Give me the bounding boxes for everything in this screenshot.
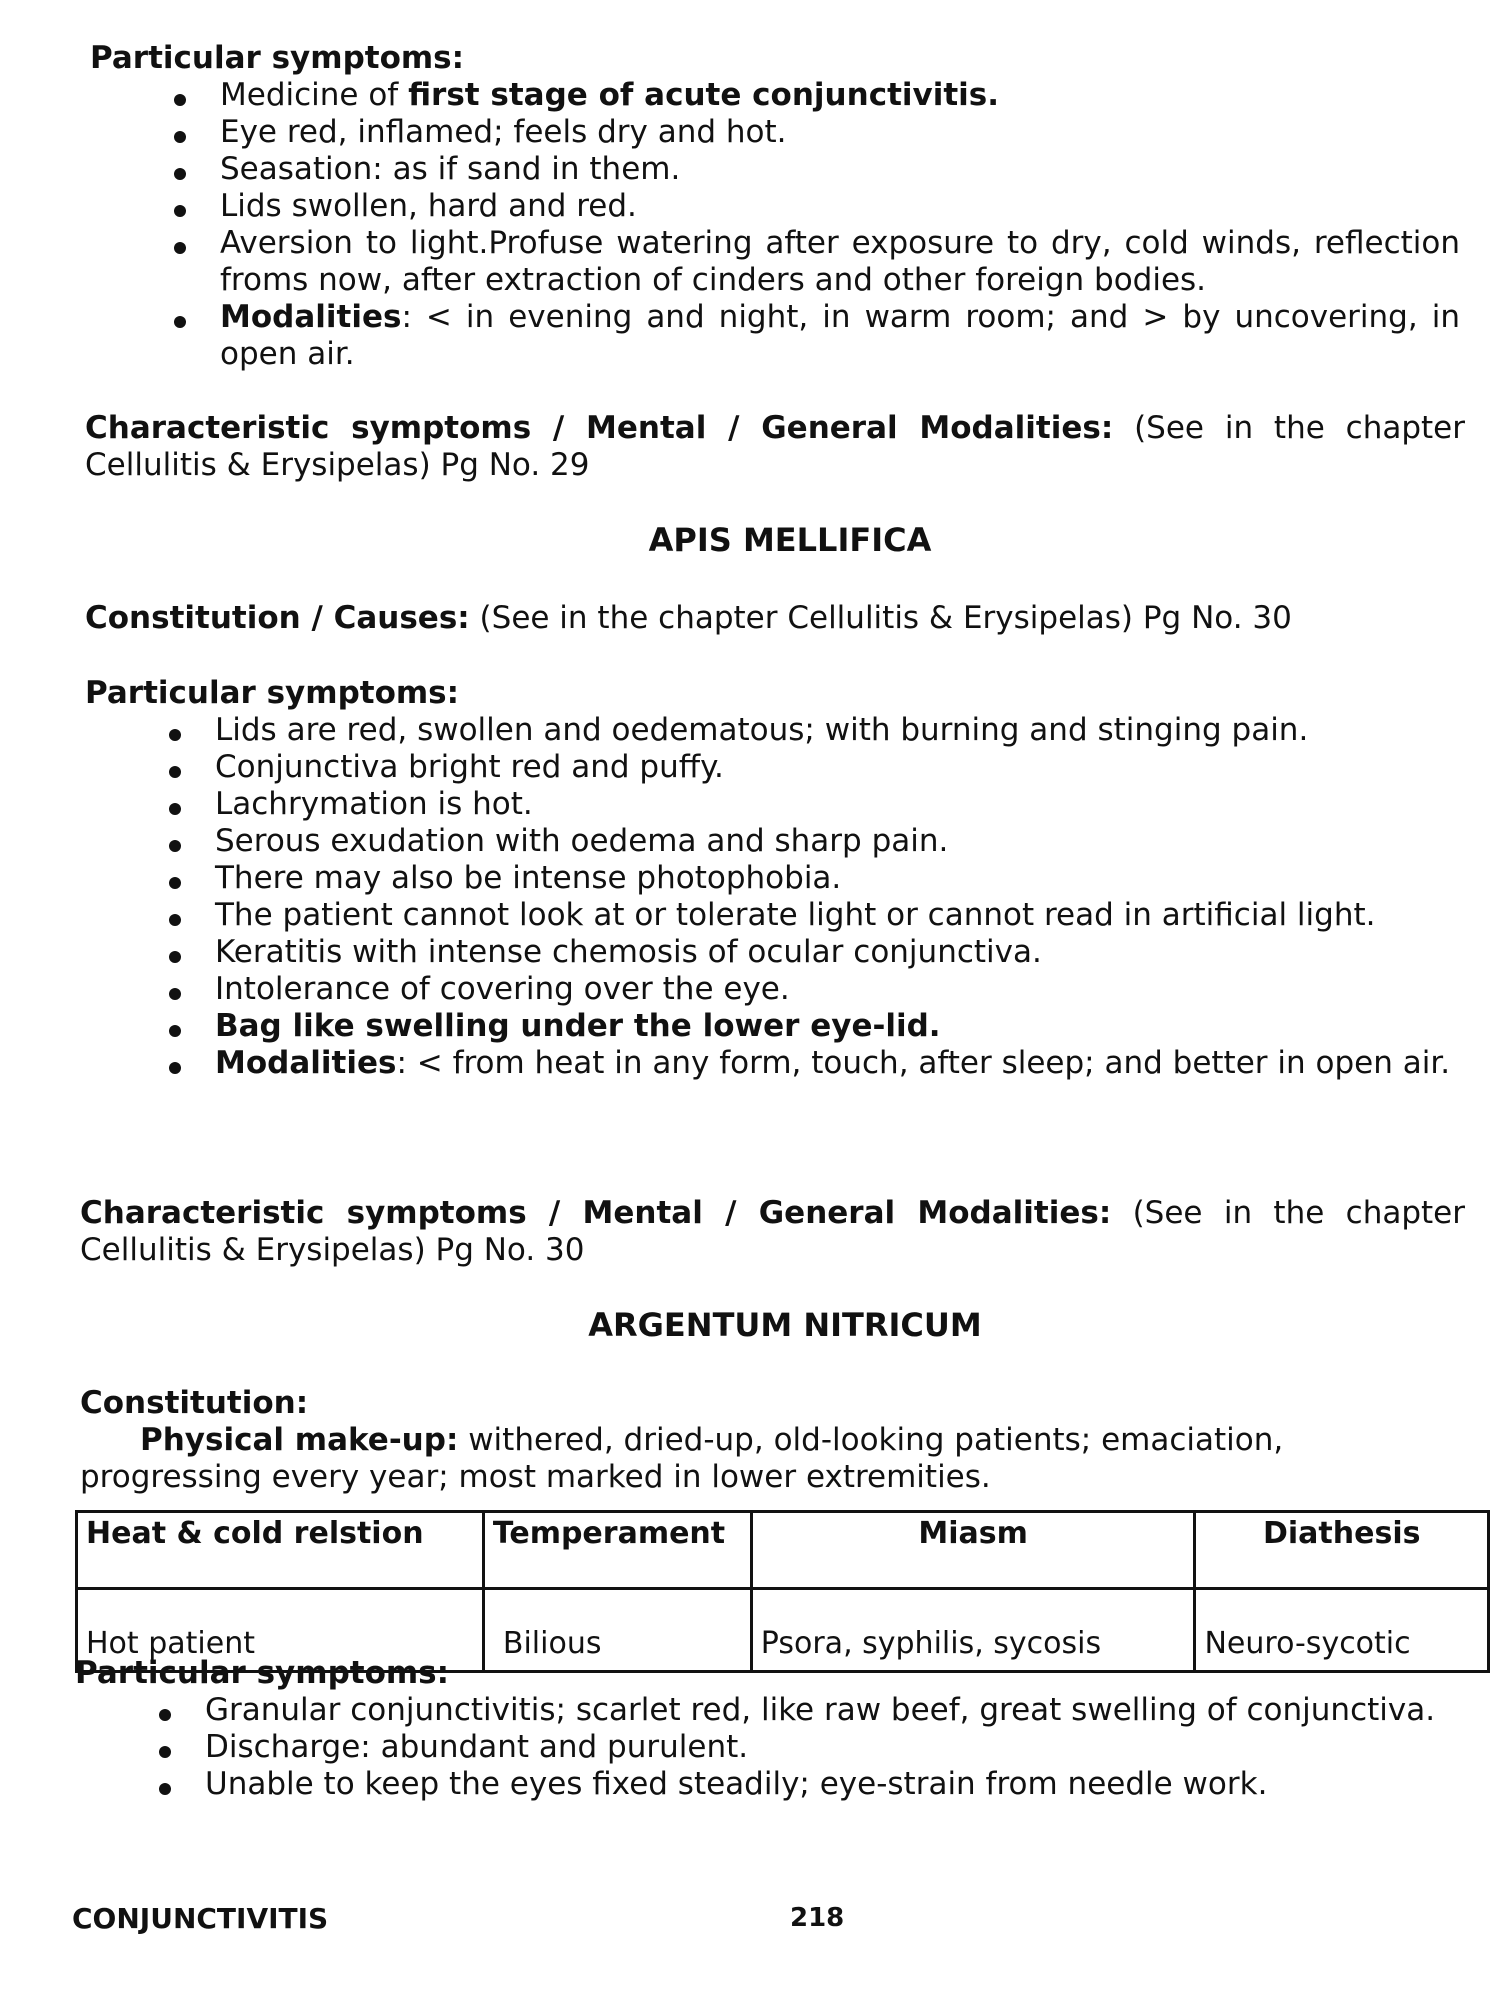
- chapter-footer: CONJUNCTIVITIS: [72, 1902, 329, 1935]
- bullet-icon: [140, 161, 220, 181]
- bullet-icon: [140, 198, 220, 218]
- table-cell: Hot patient: [77, 1589, 484, 1672]
- bullet-icon: [135, 759, 215, 779]
- bullet-icon: [135, 907, 215, 927]
- table-cell: Psora, syphilis, sycosis: [751, 1589, 1195, 1672]
- list-item: [135, 749, 1465, 786]
- bullet-icon: [135, 1018, 215, 1038]
- item-text: Seasation: as if sand in them.: [220, 151, 681, 187]
- constitution-causes-label: Constitution / Causes:: [85, 600, 470, 636]
- bullet-icon: [140, 235, 220, 255]
- constitution-causes-text: (See in the chapter Cellulitis & Erysipelas) Pg No. 30: [469, 600, 1292, 636]
- characteristic-symptoms-label: Characteristic symptoms / Mental / General Modalities:: [80, 1195, 1112, 1231]
- bullet-icon: [140, 309, 220, 329]
- list-item: [135, 971, 1465, 1008]
- characteristic-symptoms-label: Characteristic symptoms / Mental / General Modalities:: [85, 410, 1114, 446]
- item-text: The patient cannot look at or tolerate light or cannot read in artificial light.: [215, 897, 1376, 933]
- physical-makeup-label: Physical make-up:: [140, 1422, 459, 1458]
- list-item: [140, 299, 1460, 373]
- bullet-icon: [125, 1702, 205, 1722]
- symptom-list: [140, 77, 1460, 373]
- table-header-cell: Temperament: [483, 1512, 751, 1589]
- particular-symptoms-heading: Particular symptoms:: [75, 1655, 450, 1691]
- table-cell: Bilious: [483, 1589, 751, 1672]
- bullet-icon: [135, 981, 215, 1001]
- item-text: Aversion to light.Profuse watering after exposure to dry, cold winds, reflection froms now, after extraction of cinders and other foreign bodies.: [220, 225, 1460, 298]
- list-item: [140, 77, 1460, 114]
- list-item: [135, 823, 1465, 860]
- item-text: Lids are red, swollen and oedematous; with burning and stinging pain.: [215, 712, 1309, 748]
- list-item: [140, 188, 1460, 225]
- bullet-icon: [140, 87, 220, 107]
- list-item: [140, 114, 1460, 151]
- list-item: [135, 1045, 1465, 1082]
- table-header-cell: Miasm: [751, 1512, 1195, 1589]
- symptom-list: [125, 1692, 1470, 1803]
- constitution-causes-paragraph: [85, 600, 1465, 637]
- list-item: [140, 225, 1460, 299]
- list-item: [125, 1729, 1470, 1766]
- item-text: Conjunctiva bright red and puffy.: [215, 749, 724, 785]
- list-item: [135, 860, 1465, 897]
- item-text: Discharge: abundant and purulent.: [205, 1729, 749, 1765]
- item-text: Lachrymation is hot.: [215, 786, 533, 822]
- item-text: Unable to keep the eyes fixed steadily; eye-strain from needle work.: [205, 1766, 1268, 1802]
- item-text: There may also be intense photophobia.: [215, 860, 842, 896]
- characteristic-symptoms-paragraph: [80, 1195, 1465, 1269]
- item-bold-text: first stage of acute conjunctivitis.: [408, 77, 1000, 113]
- list-item: [135, 712, 1465, 749]
- table-header-cell: Diathesis: [1195, 1512, 1489, 1589]
- characteristic-symptoms-text: (See in the chapter Cellulitis & Erysipelas) Pg No. 29: [85, 410, 1465, 483]
- item-text: Eye red, inflamed; feels dry and hot.: [220, 114, 787, 150]
- bullet-icon: [135, 1055, 215, 1075]
- item-text: Granular conjunctivitis; scarlet red, like raw beef, great swelling of conjunctiva.: [205, 1692, 1436, 1728]
- item-text: Serous exudation with oedema and sharp pain.: [215, 823, 949, 859]
- bullet-icon: [135, 722, 215, 742]
- constitution-heading: Constitution:: [80, 1385, 309, 1421]
- list-item: [135, 786, 1465, 823]
- table-header-row: [77, 1512, 1489, 1589]
- characteristic-symptoms-paragraph: [85, 410, 1465, 484]
- bullet-icon: [135, 833, 215, 853]
- item-text: Keratitis with intense chemosis of ocular conjunctiva.: [215, 934, 1042, 970]
- item-text: Medicine of: [220, 77, 409, 113]
- physical-makeup-text: withered, dried-up, old-looking patients; emaciation, progressing every year; most marked in lower extremities.: [80, 1422, 1284, 1495]
- remedy-title-apis: APIS MELLIFICA: [648, 521, 932, 559]
- table-header-cell: Heat & cold relstion: [77, 1512, 484, 1589]
- list-item: [125, 1692, 1470, 1729]
- list-item: [140, 151, 1460, 188]
- table-cell: Neuro-sycotic: [1195, 1589, 1489, 1672]
- item-text: Intolerance of covering over the eye.: [215, 971, 790, 1007]
- bullet-icon: [140, 124, 220, 144]
- item-bold-text: Bag like swelling under the lower eye-lid.: [215, 1008, 941, 1044]
- list-item: [135, 1008, 1465, 1045]
- constitution-table: [75, 1510, 1490, 1673]
- symptom-list: [135, 712, 1465, 1082]
- list-item: [125, 1766, 1470, 1803]
- item-bold-text: Modalities: [220, 299, 402, 335]
- item-text: Lids swollen, hard and red.: [220, 188, 637, 224]
- item-text-suffix: : < from heat in any form, touch, after sleep; and better in open air.: [396, 1045, 1451, 1081]
- list-item: [135, 934, 1465, 971]
- list-item: [135, 897, 1465, 934]
- page-number: 218: [790, 1903, 845, 1933]
- item-bold-text: Modalities: [215, 1045, 397, 1081]
- characteristic-symptoms-text: (See in the chapter Cellulitis & Erysipelas) Pg No. 30: [80, 1195, 1465, 1268]
- item-text-suffix: : < in evening and night, in warm room; and > by uncovering, in open air.: [220, 299, 1460, 372]
- bullet-icon: [135, 870, 215, 890]
- bullet-icon: [135, 796, 215, 816]
- remedy-title-argentum: ARGENTUM NITRICUM: [588, 1306, 982, 1344]
- particular-symptoms-heading: Particular symptoms:: [90, 40, 465, 76]
- bullet-icon: [125, 1776, 205, 1796]
- bullet-icon: [125, 1739, 205, 1759]
- particular-symptoms-heading: Particular symptoms:: [85, 675, 460, 711]
- bullet-icon: [135, 944, 215, 964]
- physical-makeup-paragraph: [80, 1422, 1470, 1496]
